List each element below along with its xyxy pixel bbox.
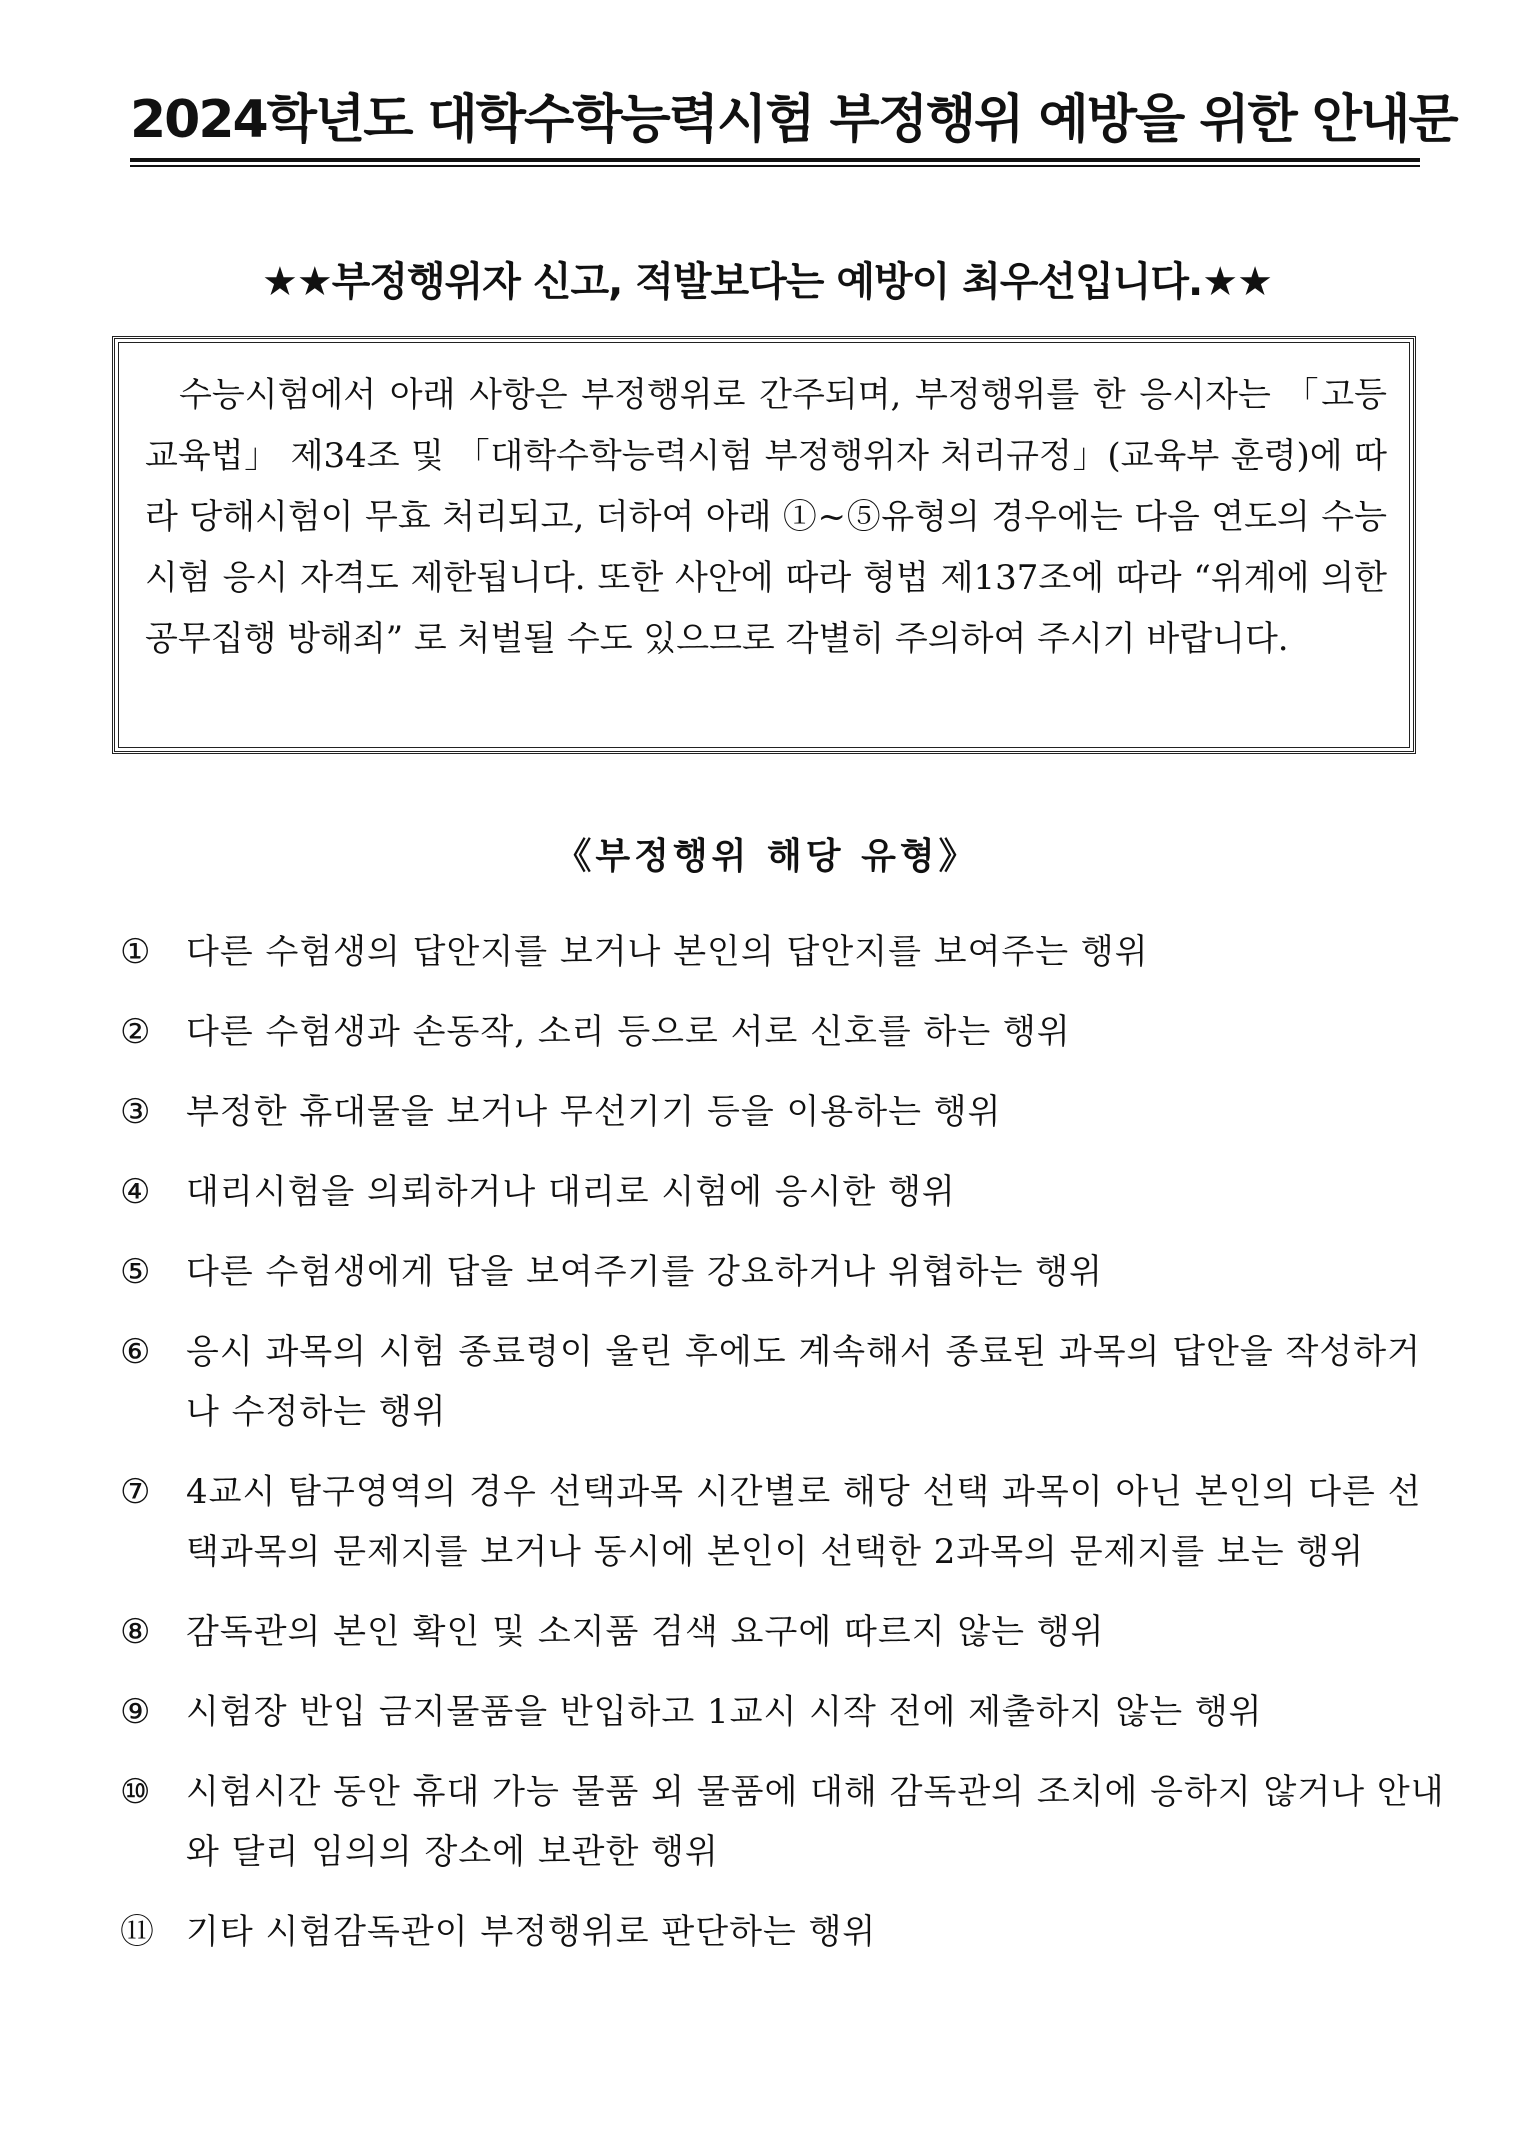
misconduct-type-list	[120, 922, 1450, 1982]
item-text: 감독관의 본인 확인 및 소지품 검색 요구에 따르지 않는 행위	[186, 1612, 1105, 1652]
item-text: 다른 수험생의 답안지를 보거나 본인의 답안지를 보여주는 행위	[186, 932, 1149, 972]
page-title: 2024학년도 대학수학능력시험 부정행위 예방을 위한 안내문	[130, 90, 1457, 150]
item-number: ②	[120, 1012, 152, 1052]
item-text: 다른 수험생에게 답을 보여주기를 강요하거나 위협하는 행위	[186, 1252, 1103, 1292]
item-number: ⑩	[120, 1772, 152, 1812]
list-item	[120, 1322, 1450, 1442]
section-heading: 《부정행위 해당 유형》	[555, 836, 979, 877]
item-number: ⑨	[120, 1692, 152, 1732]
item-text: 응시 과목의 시험 종료령이 울린 후에도 계속해서 종료된 과목의 답안을 작성하거나 수정하는 행위	[186, 1332, 1421, 1432]
title-double-underline	[130, 158, 1420, 167]
notice-box	[112, 336, 1416, 754]
item-number: ⑤	[120, 1252, 152, 1292]
item-text: 4교시 탐구영역의 경우 선택과목 시간별로 해당 선택 과목이 아닌 본인의 다른 선택과목의 문제지를 보거나 동시에 본인이 선택한 2과목의 문제지를 보는 행위	[186, 1472, 1422, 1572]
list-item	[120, 1902, 1450, 1962]
item-text: 부정한 휴대물을 보거나 무선기기 등을 이용하는 행위	[186, 1092, 1002, 1132]
item-text: 시험시간 동안 휴대 가능 물품 외 물품에 대해 감독관의 조치에 응하지 않거나 안내와 달리 임의의 장소에 보관한 행위	[186, 1772, 1445, 1872]
list-item	[120, 1682, 1450, 1742]
item-text: 시험장 반입 금지물품을 반입하고 1교시 시작 전에 제출하지 않는 행위	[186, 1692, 1263, 1732]
notice-text: 수능시험에서 아래 사항은 부정행위로 간주되며, 부정행위를 한 응시자는 「고등교육법」 제34조 및 「대학수학능력시험 부정행위자 처리규정」(교육부 훈령)에 따라 당해시험이 무효 처리되고, 더하여 아래 ①~⑤유형의 경우에는 다음 연도의 수능시험 응시 자격도 제한됩니다. 또한 사안에 따라 형법 제137조에 따라 “위계에 의한 공무집행 방해죄” 로 처벌될 수도 있으므로 각별히 주의하여 주시기 바랍니다.	[145, 375, 1387, 659]
list-item	[120, 1462, 1450, 1582]
page-title-block	[130, 88, 1457, 167]
list-item	[120, 1242, 1450, 1302]
item-number: ①	[120, 932, 152, 972]
list-item	[120, 922, 1450, 982]
subtitle: ★★부정행위자 신고, 적발보다는 예방이 최우선입니다.★★	[262, 259, 1272, 305]
list-item	[120, 1602, 1450, 1662]
item-number: ⑪	[120, 1912, 155, 1952]
list-item	[120, 1162, 1450, 1222]
item-text: 기타 시험감독관이 부정행위로 판단하는 행위	[186, 1912, 877, 1952]
item-text: 다른 수험생과 손동작, 소리 등으로 서로 신호를 하는 행위	[186, 1012, 1071, 1052]
list-item	[120, 1002, 1450, 1062]
item-number: ③	[120, 1092, 152, 1132]
item-text: 대리시험을 의뢰하거나 대리로 시험에 응시한 행위	[186, 1172, 956, 1212]
item-number: ⑦	[120, 1472, 152, 1512]
item-number: ⑥	[120, 1332, 152, 1372]
item-number: ⑧	[120, 1612, 152, 1652]
list-item	[120, 1082, 1450, 1142]
item-number: ④	[120, 1172, 152, 1212]
list-item	[120, 1762, 1450, 1882]
